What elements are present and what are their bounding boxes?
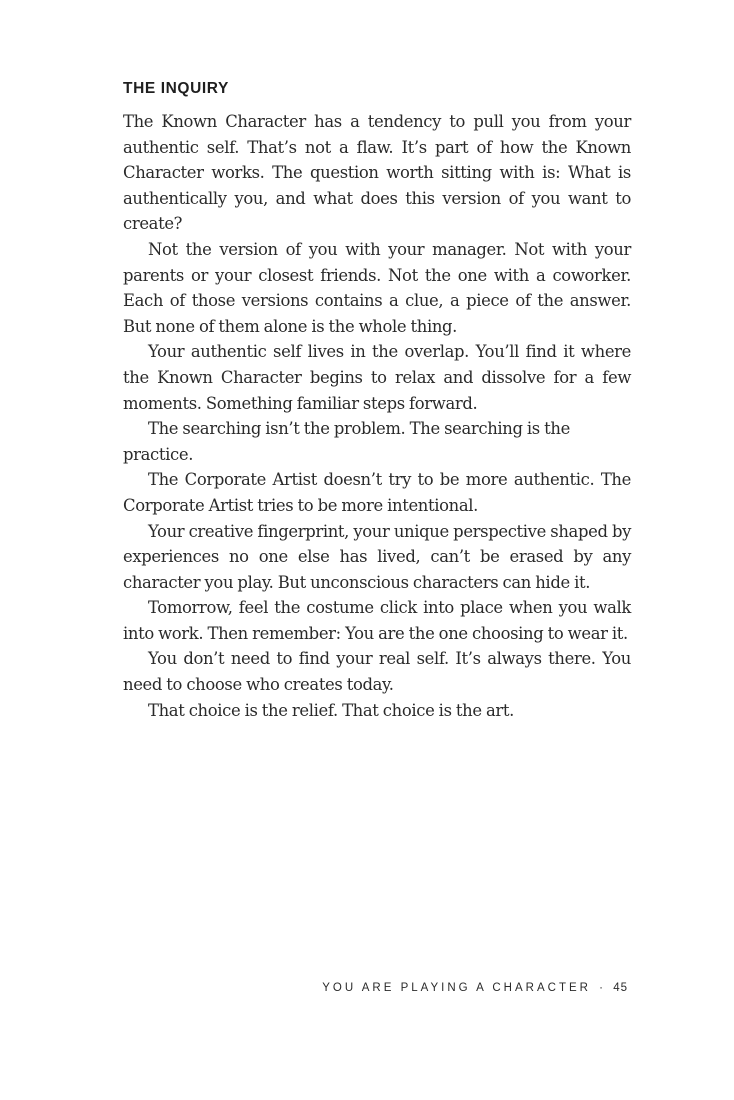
running-head: YOU ARE PLAYING A CHARACTER	[322, 982, 591, 994]
paragraph: Not the version of you with your manager. Not with your parents or your closest friends. Not the one with a coworker. Each of those versions contains a clue, a piece of the answer. But none of them alone is the whole thing.	[123, 239, 631, 336]
paragraph: The Known Character has a tendency to pull you from your authentic self. That’s not a flaw. It’s part of how the Known Character works. The question worth sitting with is: What is authentically you, and what does this version of you want to create?	[123, 112, 631, 234]
page-number: 45	[613, 982, 628, 994]
paragraph: The Corporate Artist doesn’t try to be more authentic. The Corporate Artist tries to be more intentional.	[123, 470, 631, 515]
body-text	[123, 109, 631, 723]
paragraph: Tomorrow, feel the costume click into place when you walk into work. Then remember: You are the one choosing to wear it.	[123, 598, 631, 643]
paragraph: You don’t need to find your real self. It’s always there. You need to choose who creates today.	[123, 649, 631, 695]
paragraph: That choice is the relief. That choice is the art.	[148, 700, 514, 720]
section-heading: THE INQUIRY	[123, 80, 229, 97]
paragraph: Your authentic self lives in the overlap. You’ll find it where the Known Character begins to relax and dissolve for a few moments. Something familiar steps forward.	[123, 342, 631, 413]
paragraph: The searching isn’t the problem. The searching is the practice.	[123, 419, 570, 464]
page-footer	[300, 982, 628, 994]
paragraph: Your creative fingerprint, your unique perspective shaped by experiences no one else has lived, can’t be erased by any character you play. But unconscious characters can hide it.	[123, 521, 631, 592]
footer-separator: ·	[599, 982, 603, 994]
